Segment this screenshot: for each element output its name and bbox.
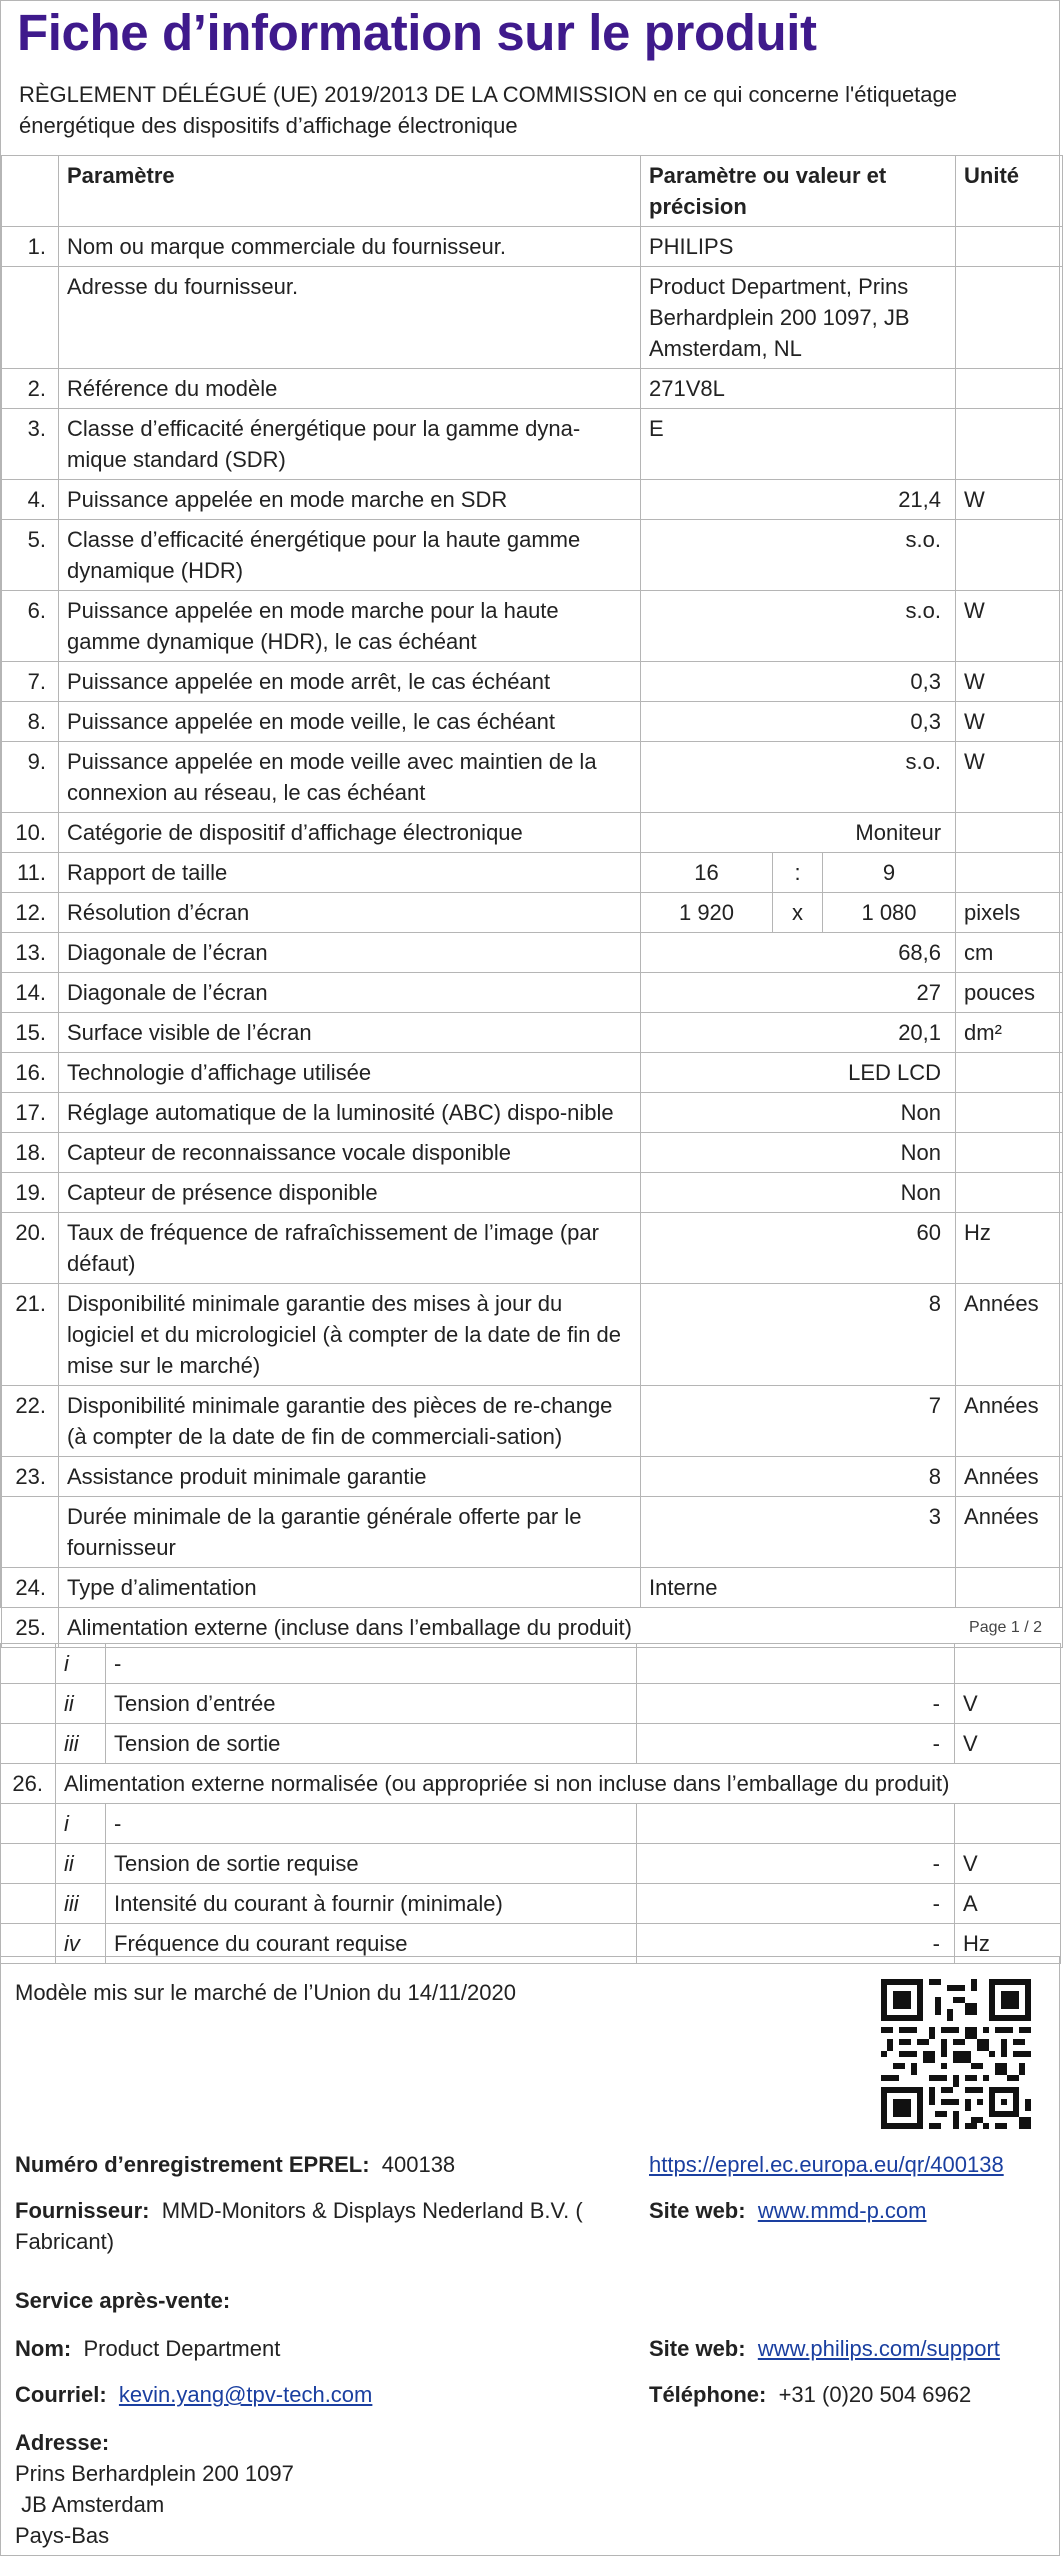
- table-header-row: [2, 156, 1063, 227]
- table-row: [1, 1884, 1061, 1924]
- row-label: Puissance appelée en mode arrêt, le cas échéant: [59, 662, 641, 702]
- service-website-row: [649, 2333, 1000, 2364]
- row-value: PHILIPS: [641, 227, 956, 267]
- table-row: [1, 1844, 1061, 1884]
- row-unit: pixels: [956, 893, 1063, 933]
- service-website-label: Site web:: [649, 2336, 746, 2361]
- row-unit: [956, 1053, 1063, 1093]
- row-value: -: [637, 1844, 955, 1884]
- row-value: Interne: [641, 1568, 956, 1608]
- address-label: Adresse:: [15, 2430, 110, 2455]
- row-label: Capteur de présence disponible: [59, 1173, 641, 1213]
- row-unit: [956, 409, 1063, 480]
- row-label: Puissance appelée en mode marche pour la haute gamme dynamique (HDR), le cas échéant: [59, 591, 641, 662]
- value-separator: x: [773, 893, 823, 933]
- row-value: Non: [641, 1133, 956, 1173]
- table-row: [2, 591, 1063, 662]
- row-unit: V: [955, 1844, 1061, 1884]
- row-unit: Hz: [955, 1924, 1061, 1964]
- row-value: LED LCD: [641, 1053, 956, 1093]
- value-part-1: 1 920: [641, 893, 773, 933]
- table-row: [2, 813, 1063, 853]
- table-row: [2, 853, 1063, 893]
- row-number: 15.: [2, 1013, 59, 1053]
- table-row: [2, 1457, 1063, 1497]
- row-unit: Hz: [956, 1213, 1063, 1284]
- row-unit: [956, 1173, 1063, 1213]
- header-number-cell: [2, 156, 59, 227]
- row-number: 17.: [2, 1093, 59, 1133]
- row-number-empty: [1, 1844, 56, 1884]
- row-value: Non: [641, 1093, 956, 1133]
- row-unit: W: [956, 591, 1063, 662]
- row-number: 14.: [2, 973, 59, 1013]
- email-label: Courriel:: [15, 2382, 107, 2407]
- row-number-empty: [1, 1644, 56, 1684]
- row-number: 6.: [2, 591, 59, 662]
- row-number: 21.: [2, 1284, 59, 1386]
- row-unit: [956, 1568, 1063, 1608]
- address-line: Prins Berhardplein 200 1097: [15, 2461, 294, 2486]
- table-row: [2, 1013, 1063, 1053]
- table-row: [2, 1173, 1063, 1213]
- table-row: [2, 973, 1063, 1013]
- row-label: Disponibilité minimale garantie des pièces de re-change (à compter de la date de fin de commerciali-sation): [59, 1386, 641, 1457]
- row-label: Intensité du courant à fournir (minimale): [106, 1884, 637, 1924]
- table-row: [2, 742, 1063, 813]
- table-row: [2, 227, 1063, 267]
- table-row: [2, 1053, 1063, 1093]
- row-number: 3.: [2, 409, 59, 480]
- supplier-website-link[interactable]: www.mmd-p.com: [757, 2198, 927, 2223]
- row-label: Type d’alimentation: [59, 1568, 641, 1608]
- row-value: 271V8L: [641, 369, 956, 409]
- row-value: 3: [641, 1497, 956, 1568]
- row-unit: cm: [956, 933, 1063, 973]
- row-number: 22.: [2, 1386, 59, 1457]
- table-row: [2, 520, 1063, 591]
- row-label: Nom ou marque commerciale du fournisseur.: [59, 227, 641, 267]
- row-unit: V: [955, 1724, 1061, 1764]
- row-number: 20.: [2, 1213, 59, 1284]
- table-row: [2, 893, 1063, 933]
- service-heading: Service après-vente:: [15, 2288, 231, 2313]
- table-row: [2, 1213, 1063, 1284]
- website-label: Site web:: [649, 2198, 746, 2223]
- row-unit: [956, 267, 1063, 369]
- row-roman-index: i: [56, 1804, 106, 1844]
- name-label: Nom:: [15, 2336, 72, 2361]
- row-number: 9.: [2, 742, 59, 813]
- row-value: 0,3: [641, 702, 956, 742]
- table-row: [2, 1497, 1063, 1568]
- row-value: Product Department, Prins Berhardplein 200 1097, JB Amsterdam, NL: [641, 267, 956, 369]
- value-part-2: 1 080: [823, 893, 956, 933]
- row-label: Alimentation externe (incluse dans l’emballage du produit): [59, 1608, 1063, 1648]
- email-link[interactable]: kevin.yang@tpv-tech.com: [118, 2382, 373, 2407]
- row-value: 0,3: [641, 662, 956, 702]
- phone-value: +31 (0)20 504 6962: [778, 2382, 972, 2407]
- table-row: [2, 1133, 1063, 1173]
- table-row: [2, 409, 1063, 480]
- row-number: 2.: [2, 369, 59, 409]
- row-number: 19.: [2, 1173, 59, 1213]
- row-unit: [955, 1804, 1061, 1844]
- row-value: 20,1: [641, 1013, 956, 1053]
- row-number: 24.: [2, 1568, 59, 1608]
- eprel-link[interactable]: https://eprel.ec.europa.eu/qr/400138: [649, 2152, 1004, 2177]
- row-label: Catégorie de dispositif d’affichage électronique: [59, 813, 641, 853]
- row-unit: [955, 1644, 1061, 1684]
- row-number-empty: [1, 1884, 56, 1924]
- row-label: Capteur de reconnaissance vocale disponible: [59, 1133, 641, 1173]
- row-number: 11.: [2, 853, 59, 893]
- row-label: Référence du modèle: [59, 369, 641, 409]
- row-value: s.o.: [641, 742, 956, 813]
- row-number: 5.: [2, 520, 59, 591]
- row-number: 26.: [1, 1764, 56, 1804]
- row-label: Rapport de taille: [59, 853, 641, 893]
- row-roman-index: ii: [56, 1684, 106, 1724]
- row-number: 18.: [2, 1133, 59, 1173]
- row-unit: W: [956, 662, 1063, 702]
- registration-footer: [0, 1956, 1060, 2556]
- row-unit: [956, 227, 1063, 267]
- row-label: Taux de fréquence de rafraîchissement de l’image (par défaut): [59, 1213, 641, 1284]
- table-row: [1, 1804, 1061, 1844]
- page-number: Page 1 / 2: [969, 1619, 1042, 1636]
- table-row: [2, 662, 1063, 702]
- power-supply-table: [0, 1643, 1061, 1964]
- row-value: Moniteur: [641, 813, 956, 853]
- row-number-empty: [1, 1724, 56, 1764]
- row-label: Classe d’efficacité énergétique pour la gamme dyna-mique standard (SDR): [59, 409, 641, 480]
- row-roman-index: iii: [56, 1884, 106, 1924]
- service-name-row: [15, 2333, 280, 2364]
- supplier-label: Fournisseur:: [15, 2198, 150, 2223]
- table-row: [1, 1724, 1061, 1764]
- row-label: Fréquence du courant requise: [106, 1924, 637, 1964]
- table-row: [2, 1386, 1063, 1457]
- header-value: Paramètre ou valeur et précision: [641, 156, 956, 227]
- table-row: [2, 933, 1063, 973]
- row-unit: [956, 520, 1063, 591]
- row-value: -: [637, 1884, 955, 1924]
- table-row: [2, 369, 1063, 409]
- row-unit: [956, 1093, 1063, 1133]
- row-label: Puissance appelée en mode veille, le cas échéant: [59, 702, 641, 742]
- service-website-link[interactable]: www.philips.com/support: [757, 2336, 1000, 2361]
- supplier-website-row: [649, 2195, 927, 2226]
- row-number: 4.: [2, 480, 59, 520]
- row-label: Durée minimale de la garantie générale offerte par le fournisseur: [59, 1497, 641, 1568]
- row-number-empty: [1, 1804, 56, 1844]
- row-label: -: [106, 1804, 637, 1844]
- row-unit: [956, 853, 1063, 893]
- regulation-subtitle: RÈGLEMENT DÉLÉGUÉ (UE) 2019/2013 DE LA COMMISSION en ce qui concerne l'étiquetage énergétique des dispositifs d’affichage électronique: [19, 82, 957, 138]
- row-label: Puissance appelée en mode marche en SDR: [59, 480, 641, 520]
- phone-row: [649, 2379, 971, 2410]
- row-number: 16.: [2, 1053, 59, 1093]
- row-unit: V: [955, 1684, 1061, 1724]
- row-label: Disponibilité minimale garantie des mises à jour du logiciel et du micrologiciel (à compter de la date de fin de mise sur le marché): [59, 1284, 641, 1386]
- row-label: Adresse du fournisseur.: [59, 267, 641, 369]
- row-label: Tension de sortie requise: [106, 1844, 637, 1884]
- row-value: s.o.: [641, 520, 956, 591]
- row-number: 23.: [2, 1457, 59, 1497]
- row-value: -: [637, 1684, 955, 1724]
- row-value: 68,6: [641, 933, 956, 973]
- table-row: [1, 1764, 1061, 1804]
- row-value: 21,4: [641, 480, 956, 520]
- row-unit: [956, 369, 1063, 409]
- eprel-number: 400138: [381, 2152, 456, 2177]
- row-unit: [956, 813, 1063, 853]
- row-unit: W: [956, 480, 1063, 520]
- row-value: -: [637, 1924, 955, 1964]
- row-value: 8: [641, 1457, 956, 1497]
- supplier-info: [15, 2195, 635, 2257]
- row-number-empty: [1, 1684, 56, 1724]
- row-number: [2, 1497, 59, 1568]
- eprel-label: Numéro d’enregistrement EPREL:: [15, 2152, 370, 2177]
- row-number: 12.: [2, 893, 59, 933]
- row-label: Assistance produit minimale garantie: [59, 1457, 641, 1497]
- row-number: 13.: [2, 933, 59, 973]
- phone-label: Téléphone:: [649, 2382, 767, 2407]
- row-label: Technologie d’affichage utilisée: [59, 1053, 641, 1093]
- row-unit: A: [955, 1884, 1061, 1924]
- address-block: [15, 2427, 294, 2551]
- table-row: [1, 1684, 1061, 1724]
- value-separator: :: [773, 853, 823, 893]
- eprel-registration: [15, 2149, 455, 2180]
- row-value: 8: [641, 1284, 956, 1386]
- qr-code[interactable]: [881, 1979, 1031, 2129]
- header-unit: Unité: [956, 156, 1063, 227]
- row-roman-index: i: [56, 1644, 106, 1684]
- row-unit: Années: [956, 1457, 1063, 1497]
- row-value: 27: [641, 973, 956, 1013]
- row-label: Résolution d’écran: [59, 893, 641, 933]
- row-label: Diagonale de l’écran: [59, 933, 641, 973]
- table-row: [2, 1608, 1063, 1648]
- table-row: [1, 1644, 1061, 1684]
- row-unit: W: [956, 702, 1063, 742]
- value-part-2: 9: [823, 853, 956, 893]
- page-title: Fiche d’information sur le produit: [17, 4, 817, 61]
- row-value: 60: [641, 1213, 956, 1284]
- row-roman-index: iv: [56, 1924, 106, 1964]
- header-parameter: Paramètre: [59, 156, 641, 227]
- row-label: Tension de sortie: [106, 1724, 637, 1764]
- row-value: s.o.: [641, 591, 956, 662]
- row-label: Alimentation externe normalisée (ou appropriée si non incluse dans l’emballage du produit): [56, 1764, 1061, 1804]
- supplier-value-continued: Fabricant): [15, 2229, 115, 2254]
- email-row: [15, 2379, 372, 2410]
- row-number: 10.: [2, 813, 59, 853]
- row-roman-index: ii: [56, 1844, 106, 1884]
- table-row: [2, 1568, 1063, 1608]
- name-value: Product Department: [83, 2336, 281, 2361]
- row-unit: Années: [956, 1386, 1063, 1457]
- row-value: E: [641, 409, 956, 480]
- row-label: Classe d’efficacité énergétique pour la haute gamme dynamique (HDR): [59, 520, 641, 591]
- address-line: Pays-Bas: [15, 2523, 110, 2548]
- value-part-1: 16: [641, 853, 773, 893]
- row-label: -: [106, 1644, 637, 1684]
- row-label: Diagonale de l’écran: [59, 973, 641, 1013]
- row-value: [637, 1804, 955, 1844]
- row-unit: dm²: [956, 1013, 1063, 1053]
- row-number: 8.: [2, 702, 59, 742]
- row-unit: pouces: [956, 973, 1063, 1013]
- row-roman-index: iii: [56, 1724, 106, 1764]
- row-label: Tension d’entrée: [106, 1684, 637, 1724]
- table-row: [2, 267, 1063, 369]
- row-number: 1.: [2, 227, 59, 267]
- row-label: Surface visible de l’écran: [59, 1013, 641, 1053]
- row-number: [2, 267, 59, 369]
- row-value: 7: [641, 1386, 956, 1457]
- table-row: [2, 1284, 1063, 1386]
- address-line: JB Amsterdam: [15, 2492, 165, 2517]
- row-unit: W: [956, 742, 1063, 813]
- row-unit: Années: [956, 1284, 1063, 1386]
- row-unit: [956, 1133, 1063, 1173]
- row-label: Réglage automatique de la luminosité (ABC) dispo-nible: [59, 1093, 641, 1133]
- row-value: -: [637, 1724, 955, 1764]
- parameters-table: [1, 155, 1063, 1648]
- table-row: [2, 1093, 1063, 1133]
- row-label: Puissance appelée en mode veille avec maintien de la connexion au réseau, le cas échéant: [59, 742, 641, 813]
- row-number: 25.: [2, 1608, 59, 1648]
- table-row: [2, 702, 1063, 742]
- row-number: 7.: [2, 662, 59, 702]
- row-value: Non: [641, 1173, 956, 1213]
- supplier-value: MMD-Monitors & Displays Nederland B.V. (: [161, 2198, 583, 2223]
- row-unit: Années: [956, 1497, 1063, 1568]
- row-value: [637, 1644, 955, 1684]
- table-row: [2, 480, 1063, 520]
- market-date-text: Modèle mis sur le marché de l’Union du 14/11/2020: [15, 1980, 516, 2005]
